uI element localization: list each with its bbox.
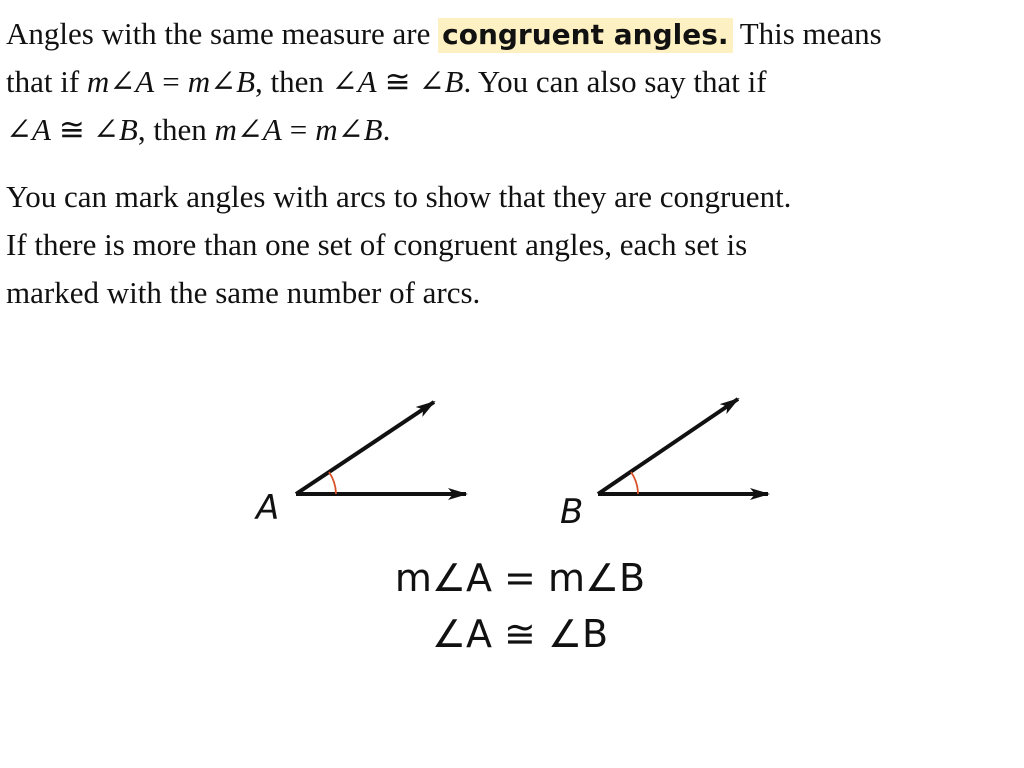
- angle-a-arc-mark: [329, 472, 336, 494]
- angle-b-upper-ray: [598, 399, 738, 494]
- paragraph-line: marked with the same number of arcs.: [6, 275, 481, 310]
- text-span: that if: [6, 64, 87, 99]
- text-span: This means: [732, 16, 882, 51]
- text-span: , then: [255, 64, 332, 99]
- text-span: Angles with the same measure are: [6, 16, 439, 51]
- angle-a: [296, 402, 466, 494]
- vertex-label-a: A: [256, 488, 280, 528]
- angle-b-arc-mark: [631, 472, 638, 494]
- math-expression: ∠A ≅ ∠B: [6, 112, 138, 147]
- measure-equality: m∠A = m∠B: [394, 556, 646, 600]
- math-expression: ∠A ≅ ∠B: [331, 64, 464, 99]
- math-expression: m∠A = m∠B: [86, 64, 256, 99]
- paragraph-line: If there is more than one set of congruent angles, each set is: [6, 227, 748, 262]
- congruence-statement: ∠A ≅ ∠B: [431, 612, 609, 656]
- angle-a-upper-ray: [296, 402, 434, 494]
- angle-b: [598, 399, 768, 494]
- text-span: . You can also say that if: [463, 64, 767, 99]
- math-expression: m∠A = m∠B: [214, 112, 383, 147]
- text-span: .: [382, 112, 391, 147]
- paragraph-line: You can mark angles with arcs to show that they are congruent.: [6, 179, 792, 214]
- highlighted-term: congruent angles.: [438, 18, 732, 53]
- vertex-label-b: B: [560, 492, 584, 532]
- text-span: , then: [137, 112, 215, 147]
